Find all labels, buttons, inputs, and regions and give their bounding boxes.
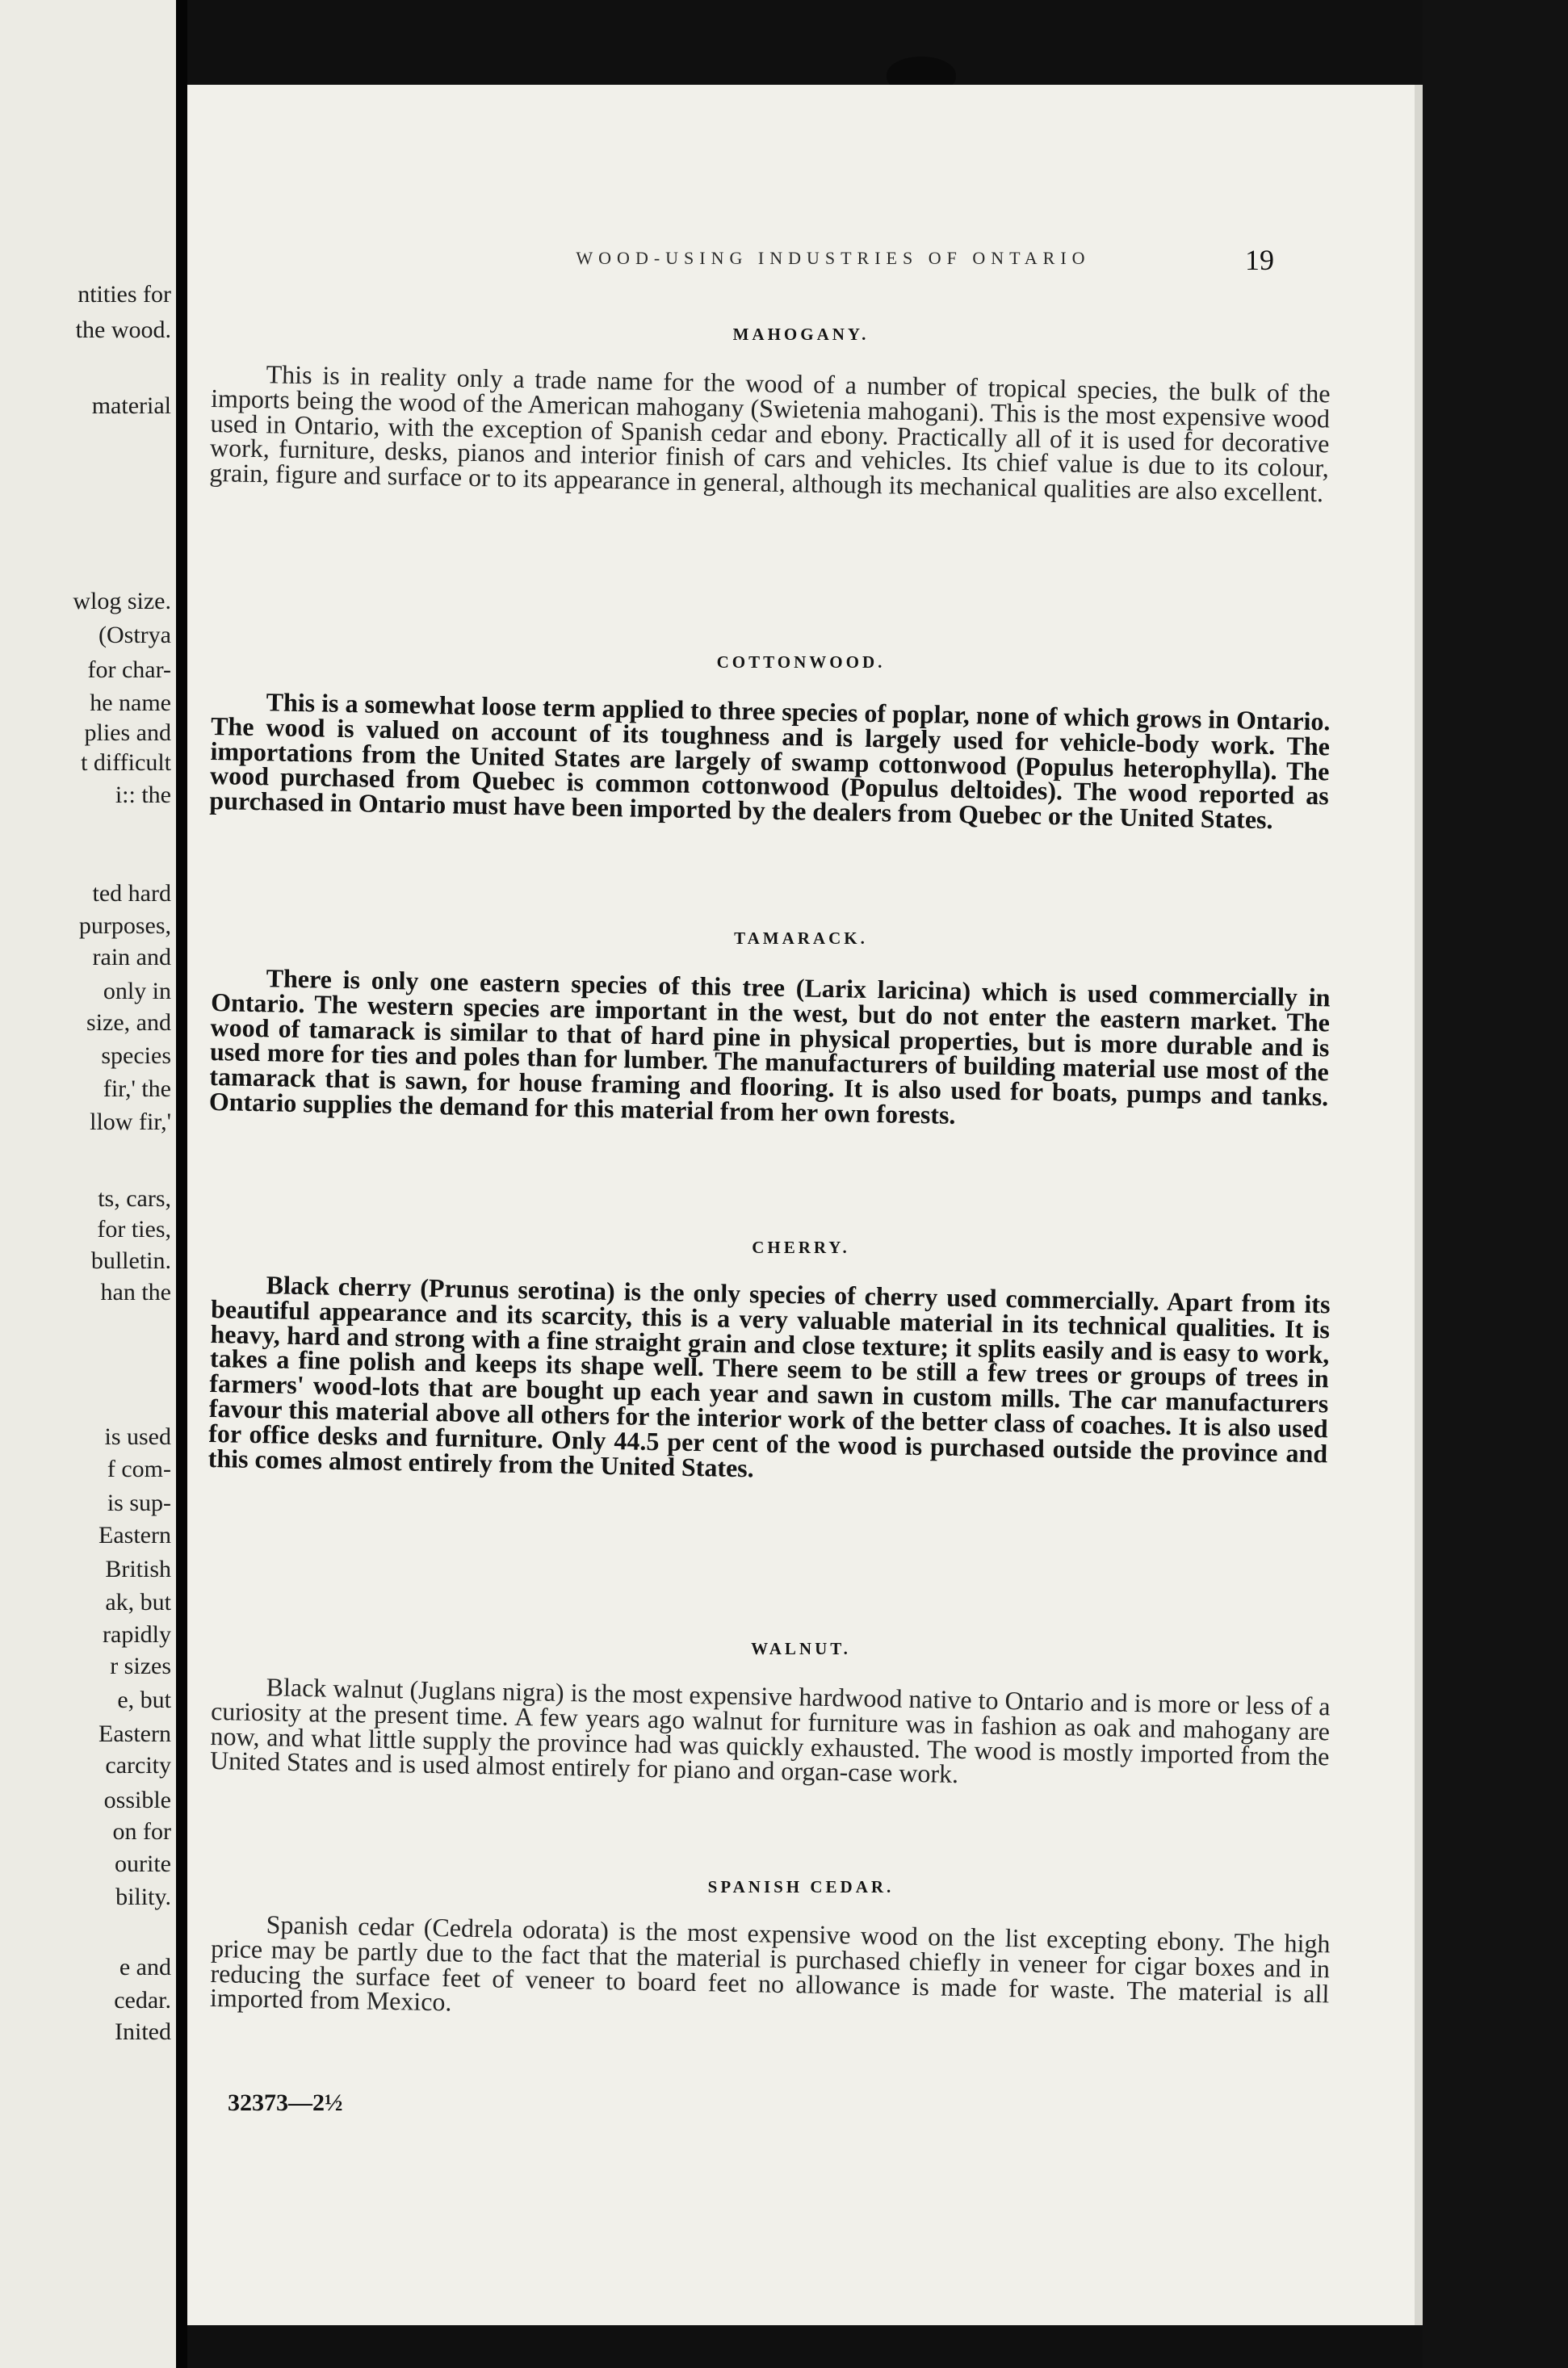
facing-page-text-fragment: plies and bbox=[84, 719, 171, 746]
facing-page-text-fragment: ntities for bbox=[78, 281, 171, 308]
facing-page-text-fragment: rapidly bbox=[103, 1621, 171, 1648]
facing-page-edge bbox=[0, 0, 176, 2368]
section-paragraph-cherry: Black cherry (Prunus serotina) is the only species of cherry used commercially. Apart from its beautiful appearance and its scarcity, this is a very valuable material in its technical qualities. It is heavy, hard and strong with a fine straight grain and close texture; it splits easily and is easy to work, takes a fine polish and keeps its shape well. There seem to be still a few trees or groups of trees in farmers' wood-lots that are bought up each year and sawn in custom mills. The car manufacturers favour this material above all others for the interior work of the better class of coaches. It is also used for office desks and furniture. Only 44.5 per cent of the wood is purchased outside the province and this comes almost entirely from the United States. bbox=[208, 1270, 1331, 1482]
facing-page-text-fragment: ted hard bbox=[92, 880, 171, 907]
facing-page-text-fragment: is sup- bbox=[107, 1490, 171, 1516]
facing-page-text-fragment: species bbox=[101, 1042, 171, 1069]
facing-page-text-fragment: size, and bbox=[86, 1009, 171, 1036]
running-header: WOOD-USING INDUSTRIES OF ONTARIO bbox=[576, 248, 1091, 268]
facing-page-text-fragment: purposes, bbox=[78, 912, 171, 939]
section-heading-spanish-cedar: SPANISH CEDAR. bbox=[707, 1877, 895, 1896]
facing-page-text-fragment: Inited bbox=[115, 2018, 171, 2045]
book-gutter bbox=[176, 0, 187, 2368]
facing-page-text-fragment: ak, but bbox=[105, 1589, 171, 1616]
facing-page-text-fragment: for ties, bbox=[97, 1216, 171, 1243]
section-paragraph-mahogany: This is in reality only a trade name for the wood of a number of tropical species, the bulk of the imports being the wood of the American mahogany (Swietenia mahogani). This is the most expensive wood used in Ontario, with the exception of Spanish cedar and ebony. Practically all of it is used for decorative work, furniture, desks, pianos and interior finish of cars and vehicles. Its chief value is due to its colour, grain, figure and surface or to its appearance in general, although its mechanical qualities are also excellent. bbox=[209, 359, 1331, 508]
section-paragraph-tamarack: There is only one eastern species of this tree (Larix laricina) which is used commercially in Ontario. The western species are important in the west, but do not enter the eastern market. The wood of tamarack is similar to that of hard pine in physical properties, but is more durable and is used more for ties and poles than for lumber. The manufacturers of building material use most of the tamarack that is sawn, for house framing and flooring. It is also used for boats, pumps and tanks. Ontario supplies the demand for this material from her own forests. bbox=[208, 963, 1331, 1130]
section-heading-cottonwood: COTTONWOOD. bbox=[716, 652, 886, 672]
facing-page-text-fragment: f com- bbox=[107, 1456, 171, 1482]
facing-page-text-fragment: e and bbox=[119, 1954, 171, 1980]
facing-page-text-fragment: (Ostrya bbox=[99, 622, 171, 648]
section-heading-walnut: WALNUT. bbox=[751, 1639, 851, 1658]
facing-page-text-fragment: the wood. bbox=[75, 316, 171, 343]
facing-page-text-fragment: only in bbox=[103, 978, 171, 1004]
section-paragraph-walnut: Black walnut (Juglans nigra) is the most expensive hardwood native to Ontario and is more or less of a curiosity at the present time. A few years ago walnut for furniture was in fashion as oak and mahogany are now, and what little supply the province had was quickly exhausted. The wood is mostly imported from the United States and is used almost entirely for piano and organ-case work. bbox=[209, 1672, 1331, 1789]
facing-page-text-fragment: e, but bbox=[117, 1687, 171, 1713]
page-number: 19 bbox=[1245, 244, 1274, 276]
section-paragraph-cottonwood: This is a somewhat loose term applied to three species of poplar, none of which grows in Ontario. The wood is valued on account of its toughness and is largely used for vehicle-body work. The importations from the United States are largely of swamp cottonwood (Populus heterophylla). The wood purchased from Quebec is common cottonwood (Populus deltoides). The wood reported as purchased in Ontario must have been imported by the dealers from Quebec or the United States. bbox=[209, 687, 1331, 835]
facing-page-text-fragment: i:: the bbox=[115, 782, 171, 808]
facing-page-text-fragment: t difficult bbox=[81, 749, 171, 776]
section-heading-mahogany: MAHOGANY. bbox=[732, 325, 870, 344]
facing-page-text-fragment: r sizes bbox=[110, 1653, 171, 1679]
background-shadow bbox=[1423, 0, 1568, 2368]
facing-page-text-fragment: carcity bbox=[105, 1752, 171, 1779]
section-heading-cherry: CHERRY. bbox=[752, 1238, 850, 1257]
facing-page-text-fragment: ossible bbox=[103, 1787, 171, 1813]
page-right-edge bbox=[1415, 85, 1423, 2325]
facing-page-text-fragment: he name bbox=[90, 689, 171, 716]
book-page bbox=[187, 85, 1415, 2325]
facing-page-text-fragment: Eastern bbox=[99, 1522, 171, 1549]
facing-page-text-fragment: cedar. bbox=[114, 1987, 171, 2014]
facing-page-text-fragment: bility. bbox=[115, 1884, 171, 1910]
facing-page-text-fragment: rain and bbox=[92, 944, 171, 970]
facing-page-text-fragment: han the bbox=[100, 1279, 171, 1306]
facing-page-text-fragment: ourite bbox=[115, 1850, 171, 1877]
signature-code: 32373—2½ bbox=[228, 2089, 343, 2116]
facing-page-text-fragment: is used bbox=[104, 1423, 171, 1450]
facing-page-text-fragment: material bbox=[91, 392, 171, 419]
facing-page-text-fragment: bulletin. bbox=[90, 1247, 171, 1274]
facing-page-text-fragment: British bbox=[105, 1556, 171, 1582]
facing-page-text-fragment: wlog size. bbox=[73, 588, 171, 614]
facing-page-text-fragment: on for bbox=[112, 1818, 171, 1845]
facing-page-text-fragment: fir,' the bbox=[103, 1075, 171, 1102]
facing-page-text-fragment: Eastern bbox=[99, 1720, 171, 1747]
section-heading-tamarack: TAMARACK. bbox=[734, 928, 868, 948]
facing-page-text-fragment: llow fir,' bbox=[90, 1109, 171, 1135]
facing-page-text-fragment: for char- bbox=[87, 656, 171, 683]
facing-page-text-fragment: ts, cars, bbox=[98, 1185, 171, 1212]
section-paragraph-spanish-cedar: Spanish cedar (Cedrela odorata) is the most expensive wood on the list excepting ebony. The high price may be partly due to the fact that the material is purchased chiefly in veneer for cigar boxes and in reducing the surface feet of veneer to board feet no allowance is made for waste. The material is all imported from Mexico. bbox=[209, 1909, 1331, 2017]
